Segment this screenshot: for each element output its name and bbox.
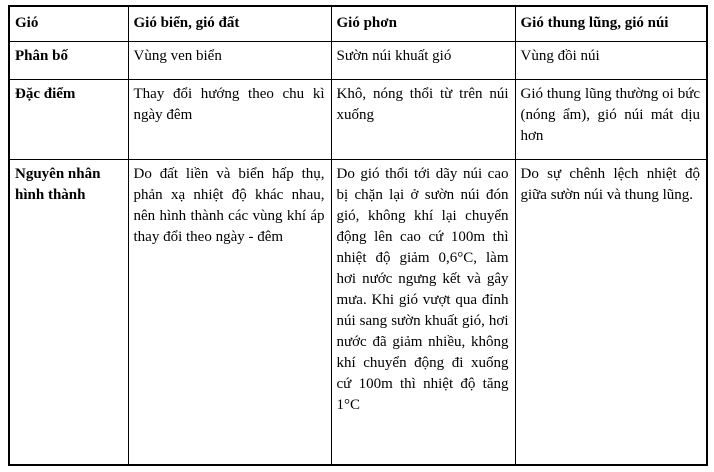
- cell-dac-diem-gio-bien: Thay đổi hướng theo chu kì ngày đêm: [128, 79, 331, 159]
- column-header-gio-phon: Gió phơn: [331, 6, 515, 41]
- cell-nguyen-nhan-gio-phon: Do gió thổi tới dãy núi cao bị chặn lại ở sườn núi đón gió, không khí lại chuyển động lên cao cứ 100m thì nhiệt độ giảm 0,6°C, làm hơi nước ngưng kết và gây mưa. Khi gió vượt qua đỉnh núi sang sườn khuất gió, hơi nước đã giảm nhiều, không khí chuyển động đi xuống cứ 100m thì nhiệt độ tăng 1°C: [331, 159, 515, 465]
- wind-comparison-table: [8, 5, 708, 466]
- cell-dac-diem-gio-thung-lung: Gió thung lũng thường oi bức (nóng ẩm), gió núi mát dịu hơn: [515, 79, 707, 159]
- cell-phan-bo-gio-phon: Sườn núi khuất gió: [331, 41, 515, 79]
- row-label-phan-bo: Phân bố: [9, 41, 128, 79]
- row-nguyen-nhan: [9, 159, 707, 465]
- cell-dac-diem-gio-phon: Khô, nóng thổi từ trên núi xuống: [331, 79, 515, 159]
- column-header-gio: Gió: [9, 6, 128, 41]
- column-header-gio-thung-lung-gio-nui: Gió thung lũng, gió núi: [515, 6, 707, 41]
- cell-phan-bo-gio-bien: Vùng ven biển: [128, 41, 331, 79]
- row-phan-bo: [9, 41, 707, 79]
- cell-phan-bo-gio-thung-lung: Vùng đồi núi: [515, 41, 707, 79]
- row-label-dac-diem: Đặc điểm: [9, 79, 128, 159]
- header-row: [9, 6, 707, 41]
- row-label-nguyen-nhan: Nguyên nhân hình thành: [9, 159, 128, 465]
- cell-nguyen-nhan-gio-bien: Do đất liền và biển hấp thụ, phản xạ nhiệt độ khác nhau, nên hình thành các vùng khí áp thay đổi theo ngày - đêm: [128, 159, 331, 465]
- row-dac-diem: [9, 79, 707, 159]
- cell-nguyen-nhan-gio-thung-lung: Do sự chênh lệch nhiệt độ giữa sườn núi và thung lũng.: [515, 159, 707, 465]
- column-header-gio-bien-gio-dat: Gió biển, gió đất: [128, 6, 331, 41]
